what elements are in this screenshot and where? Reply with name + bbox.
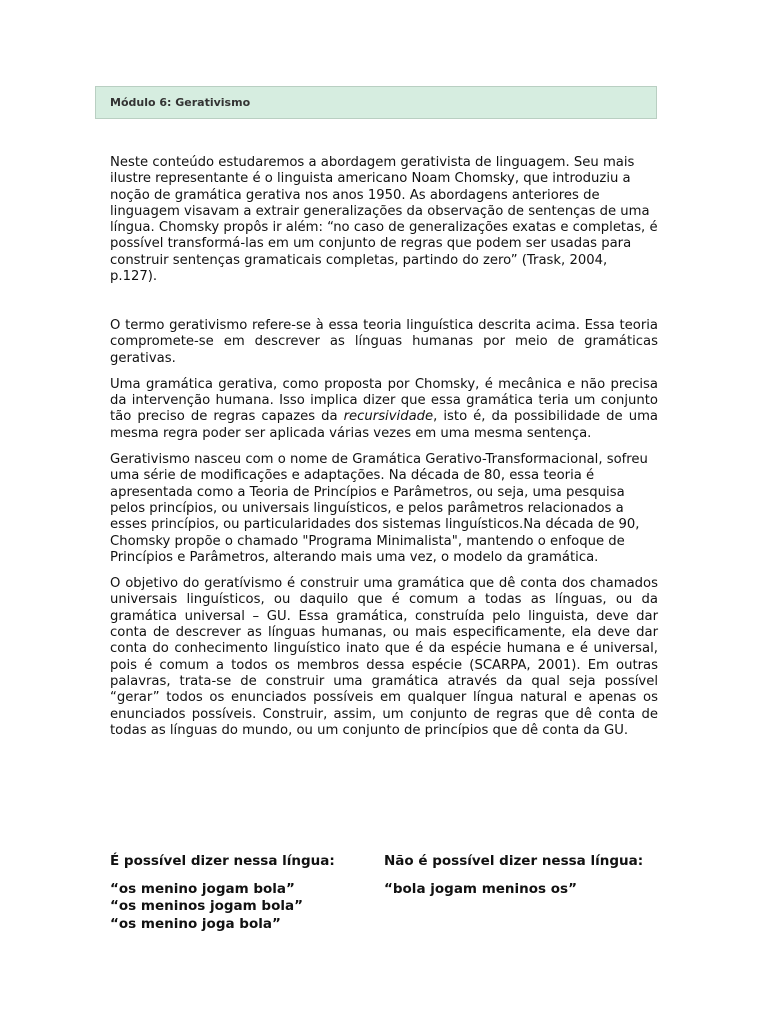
paragraph-history: Gerativismo nasceu com o nome de Gramática Gerativo-Transformacional, sofreu uma série de modificações e adaptações. Na década de 80, essa teoria é apresentada como a Teoria de Princípios e Parâmetros, ou seja, uma pesquisa pelos princípios, ou universais linguísticos, e pelos parâmetros relacionados a esses princípios, ou particularidades dos sistemas linguísticos.Na década de 90, Chomsky propõe o chamado "Programa Minimalista", mantendo o enfoque de Princípios e Parâmetros, alterando mais uma vez, o modelo da gramática. (110, 452, 648, 565)
possible-heading: É possível dizer nessa língua: (110, 853, 335, 869)
example-possible-3: “os menino joga bola” (110, 915, 281, 932)
impossible-examples (384, 853, 664, 898)
module-title: Módulo 6: Gerativismo (110, 96, 251, 109)
possible-examples (110, 853, 370, 933)
paragraph-objective: O objetivo do geratívismo é construir uma gramática que dê conta dos chamados universais linguísticos, ou daquilo que é comum a todas as línguas, ou da gramática universal – GU. Essa gramática, construída pelo linguista, deve dar conta de descrever as línguas humanas, ou mais especificamente, ela deve dar conta do conhecimento linguístico inato que é da espécie humana e é universal, pois é comum a todos os membros dessa espécie (SCARPA, 2001). Em outras palavras, trata-se de construir uma gramática através da qual seja possível “gerar” todos os enunciados possíveis em qualquer língua natural e apenas os enunciados possíveis. Construir, assim, um conjunto de regras que dê conta de todas as línguas do mundo, ou um conjunto de princípios que dê conta da GU. (110, 576, 658, 738)
impossible-heading: Não é possível dizer nessa língua: (384, 853, 644, 869)
paragraph-definition: O termo gerativismo refere-se à essa teoria linguística descrita acima. Essa teoria compromete-se em descrever as línguas humanas por meio de gramáticas gerativas. (110, 318, 658, 366)
paragraph-generative-grammar-text-2: , isto é, da possibilidade de uma mesma regra poder ser aplicada várias vezes em uma mesma sentença. (110, 409, 658, 441)
body-section (110, 318, 658, 749)
intro-section (110, 155, 658, 295)
example-possible-2: “os meninos jogam bola” (110, 898, 303, 914)
module-header (95, 86, 657, 119)
paragraph-generative-grammar (110, 377, 658, 442)
recursividade-term: recursividade (343, 409, 434, 425)
example-impossible-1: “bola jogam meninos os” (384, 880, 577, 897)
paragraph-generative-grammar-text-1: Uma gramática gerativa, como proposta por Chomsky, é mecânica e não precisa da intervenção humana. Isso implica dizer que essa gramática teria um conjunto tão preciso de regras capazes da (110, 376, 658, 425)
example-possible-1: “os menino jogam bola” (110, 880, 295, 897)
paragraph-intro: Neste conteúdo estudaremos a abordagem gerativista de linguagem. Seu mais ilustre representante é o linguista americano Noam Chomsky, que introduziu a noção de gramática gerativa nos anos 1950. As abordagens anteriores de linguagem visavam a extrair generalizações da observação de sentenças de uma língua. Chomsky propôs ir além: “no caso de generalizações exatas e completas, é possível transformá-las em um conjunto de regras que podem ser usadas para construir sentenças gramaticais completas, partindo do zero” (Trask, 2004, p.127). (110, 155, 658, 285)
